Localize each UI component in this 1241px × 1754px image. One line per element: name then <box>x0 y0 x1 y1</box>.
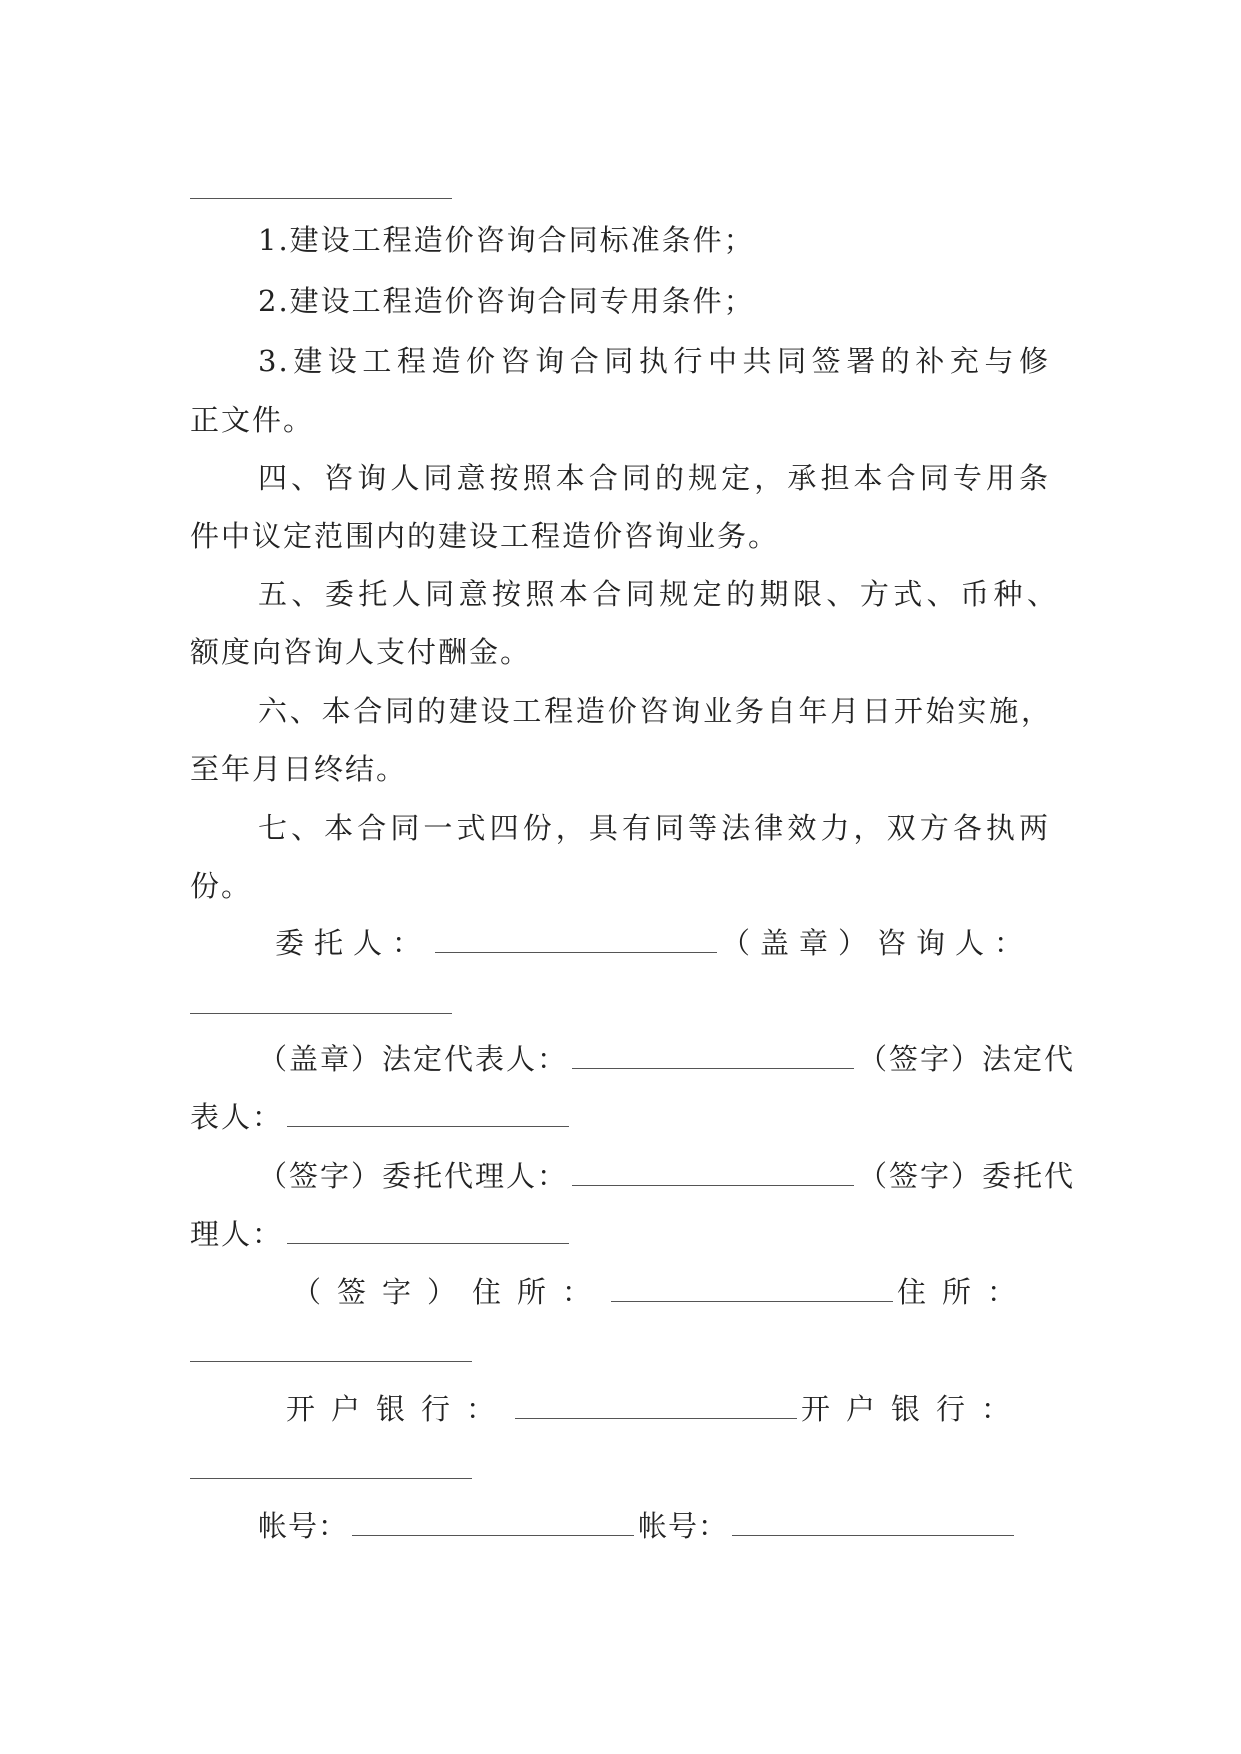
top-blank-line <box>190 198 452 199</box>
legal-rep2-label-a: 法定代 <box>982 1042 1076 1076</box>
client-consultant-row <box>275 922 1045 964</box>
account-label: 帐号： <box>258 1509 349 1543</box>
bank-label: 开户银行： <box>286 1392 512 1426</box>
agent2-blank[interactable] <box>287 1213 569 1244</box>
legal-rep2-blank[interactable] <box>287 1096 569 1127</box>
bank-row <box>286 1388 1052 1430</box>
client-label: 委托人： <box>275 926 432 960</box>
client-seal: （盖章） <box>721 926 878 960</box>
consultant-label: 咨询人： <box>877 926 1034 960</box>
agent-label: 委托代理人： <box>382 1159 569 1193</box>
account2-label: 帐号： <box>638 1509 729 1543</box>
address2-label: 住所： <box>897 1275 1033 1309</box>
agent2-row <box>190 1213 1050 1255</box>
agent2-label-a: 委托代 <box>982 1159 1076 1193</box>
bank2-blank[interactable] <box>190 1478 472 1479</box>
address2-blank[interactable] <box>190 1361 472 1362</box>
agent2-label-b: 理人： <box>190 1217 284 1251</box>
clause-7-line2: 份。 <box>190 869 253 903</box>
consultant-signature-blank[interactable] <box>190 1013 452 1014</box>
clause-6-line2: 至年月日终结。 <box>190 752 408 786</box>
bank-blank[interactable] <box>515 1388 797 1419</box>
clause-4-line1: 四、咨询人同意按照本合同的规定，承担本合同专用条 <box>258 461 1050 495</box>
legal-rep-row <box>258 1038 1076 1080</box>
account-row <box>258 1505 1050 1547</box>
seal-label: （盖章） <box>258 1042 383 1076</box>
account2-blank[interactable] <box>732 1505 1014 1536</box>
clause-5-line1: 五、委托人同意按照本合同规定的期限、方式、币种、 <box>258 577 1058 611</box>
clause-5-line2: 额度向咨询人支付酬金。 <box>190 635 532 669</box>
legal-rep2-row <box>190 1096 1050 1138</box>
legal-rep2-label-b: 表人： <box>190 1100 284 1134</box>
account-blank[interactable] <box>352 1505 634 1536</box>
clause-6-line1: 六、本合同的建设工程造价咨询业务自年月日开始实施， <box>258 694 1050 728</box>
address-blank[interactable] <box>611 1271 893 1302</box>
address-row <box>292 1271 1052 1313</box>
bank2-label: 开户银行： <box>801 1392 1027 1426</box>
attachment-item-2: 2.建设工程造价咨询合同专用条件； <box>258 284 755 318</box>
attachment-item-3-line2: 正文件。 <box>190 403 315 437</box>
sign-label-4: （签字） <box>292 1275 473 1309</box>
legal-rep-blank[interactable] <box>572 1038 854 1069</box>
sign-label-3: （签字） <box>858 1159 983 1193</box>
attachment-item-3-line1: 3.建设工程造价咨询合同执行中共同签署的补充与修 <box>258 344 1050 378</box>
client-signature-blank[interactable] <box>435 922 717 953</box>
clause-7-line1: 七、本合同一式四份，具有同等法律效力，双方各执两 <box>258 811 1050 845</box>
legal-rep-label: 法定代表人： <box>382 1042 569 1076</box>
agent-row <box>258 1155 1076 1197</box>
attachment-item-1: 1.建设工程造价咨询合同标准条件； <box>258 223 755 257</box>
clause-4-line2: 件中议定范围内的建设工程造价咨询业务。 <box>190 519 780 553</box>
address-label: 住所： <box>472 1275 608 1309</box>
sign-label: （签字） <box>858 1042 983 1076</box>
agent-blank[interactable] <box>572 1155 854 1186</box>
sign-label-2: （签字） <box>258 1159 383 1193</box>
